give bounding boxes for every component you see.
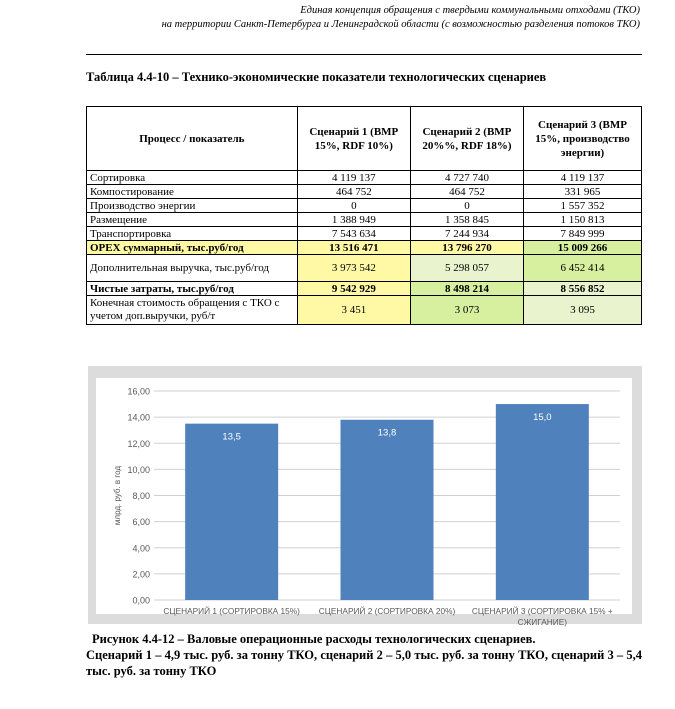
row-label: Производство энергии [87,199,298,213]
row-label: Компостирование [87,185,298,199]
bar-value-label: 13,5 [222,431,241,443]
cell-scenario-2: 3 073 [410,296,523,325]
cell-scenario-1: 464 752 [297,185,410,199]
table-row [87,199,642,213]
table-row [87,227,642,241]
row-label: Дополнительная выручка, тыс.руб/год [87,255,298,282]
table-header-row [87,107,642,171]
cell-scenario-1: 4 119 137 [297,171,410,185]
bar-value-label: 13,8 [377,427,397,439]
row-label: Размещение [87,213,298,227]
cell-scenario-3: 7 849 999 [524,227,642,241]
cell-scenario-3: 15 009 266 [524,241,642,255]
cell-scenario-2: 7 244 934 [410,227,523,241]
cell-scenario-2: 5 298 057 [410,255,523,282]
row-label: OPEX суммарный, тыс.руб/год [87,241,298,255]
document-header [60,4,640,32]
header-divider [86,54,642,55]
cell-scenario-1: 9 542 929 [297,282,410,296]
header-line-2: на территории Санкт-Петербурга и Ленинградской области (с возможностью разделения потоков ТКО) [161,19,640,30]
cell-scenario-1: 0 [297,199,410,213]
row-label: Сортировка [87,171,298,185]
cell-scenario-2: 8 498 214 [410,282,523,296]
table-row [87,185,642,199]
x-tick-label: СЖИГАНИЕ) [517,617,568,627]
x-tick-label: СЦЕНАРИЙ 1 (СОРТИРОВКА 15%) [163,606,300,616]
cell-scenario-1: 3 451 [297,296,410,325]
y-tick-label: 12,00 [127,438,150,449]
cell-scenario-3: 8 556 852 [524,282,642,296]
cell-scenario-1: 13 516 471 [297,241,410,255]
cell-scenario-1: 3 973 542 [297,255,410,282]
table-row-final-cost [87,296,642,325]
cell-scenario-1: 7 543 634 [297,227,410,241]
y-tick-label: 8,00 [132,491,150,501]
cell-scenario-2: 464 752 [410,185,523,199]
y-tick-label: 10,00 [127,464,150,475]
y-tick-label: 6,00 [132,517,150,528]
cell-scenario-3: 1 150 813 [524,213,642,227]
table-caption: Таблица 4.4-10 – Технико-экономические показатели технологических сценариев [86,70,547,84]
table-row-net-costs [87,282,642,296]
cell-scenario-3: 3 095 [524,296,642,325]
economic-indicators-table [86,106,642,325]
figure-caption [86,631,642,679]
row-label: Транспортировка [87,227,298,241]
cell-scenario-3: 4 119 137 [524,171,642,185]
x-tick-label: СЦЕНАРИЙ 3 (СОРТИРОВКА 15% + [471,606,613,616]
column-header-scenario-1: Сценарий 1 (ВМР 15%, RDF 10%) [297,107,410,171]
cell-scenario-3: 331 965 [524,185,642,199]
cell-scenario-2: 0 [410,199,523,213]
column-header-process: Процесс / показатель [87,107,298,171]
y-axis-label: млрд. руб. в год [113,465,122,526]
figure-caption-body: Сценарий 1 – 4,9 тыс. руб. за тонну ТКО, сценарий 2 – 5,0 тыс. руб. за тонну ТКО, сценарий 3 – 5,4 тыс. руб. за тонну ТКО [86,648,642,678]
table-row [87,171,642,185]
bar [341,420,434,600]
y-tick-label: 4,00 [132,543,150,554]
bar-value-label: 15,0 [533,412,552,424]
chart-plot-area [96,378,632,627]
row-label: Чистые затраты, тыс.руб/год [87,282,298,296]
y-tick-label: 16,00 [127,386,150,397]
y-tick-label: 14,00 [127,412,150,423]
x-tick-label: СЦЕНАРИЙ 2 (СОРТИРОВКА 20%) [318,606,456,616]
opex-bar-chart [96,378,632,627]
cell-scenario-2: 13 796 270 [410,241,523,255]
y-tick-label: 0,00 [132,595,150,606]
bar [496,404,589,600]
cell-scenario-3: 6 452 414 [524,255,642,282]
column-header-scenario-3: Сценарий 3 (ВМР 15%, производство энергии) [524,107,642,171]
cell-scenario-2: 1 358 845 [410,213,523,227]
figure-caption-title: Рисунок 4.4-12 – Валовые операционные расходы технологических сценариев. [92,632,536,646]
row-label: Конечная стоимость обращения с ТКО с учетом доп.выручки, руб/т [87,296,298,325]
table-row-opex-total [87,241,642,255]
y-tick-label: 2,00 [132,569,150,580]
table-row [87,213,642,227]
column-header-scenario-2: Сценарий 2 (ВМР 20%%, RDF 18%) [410,107,523,171]
bar [185,424,278,600]
cell-scenario-2: 4 727 740 [410,171,523,185]
header-line-1: Единая концепция обращения с твердыми коммунальными отходами (ТКО) [300,5,640,16]
cell-scenario-3: 1 557 352 [524,199,642,213]
chart-frame [88,366,642,627]
table-row-additional-revenue [87,255,642,282]
cell-scenario-1: 1 388 949 [297,213,410,227]
